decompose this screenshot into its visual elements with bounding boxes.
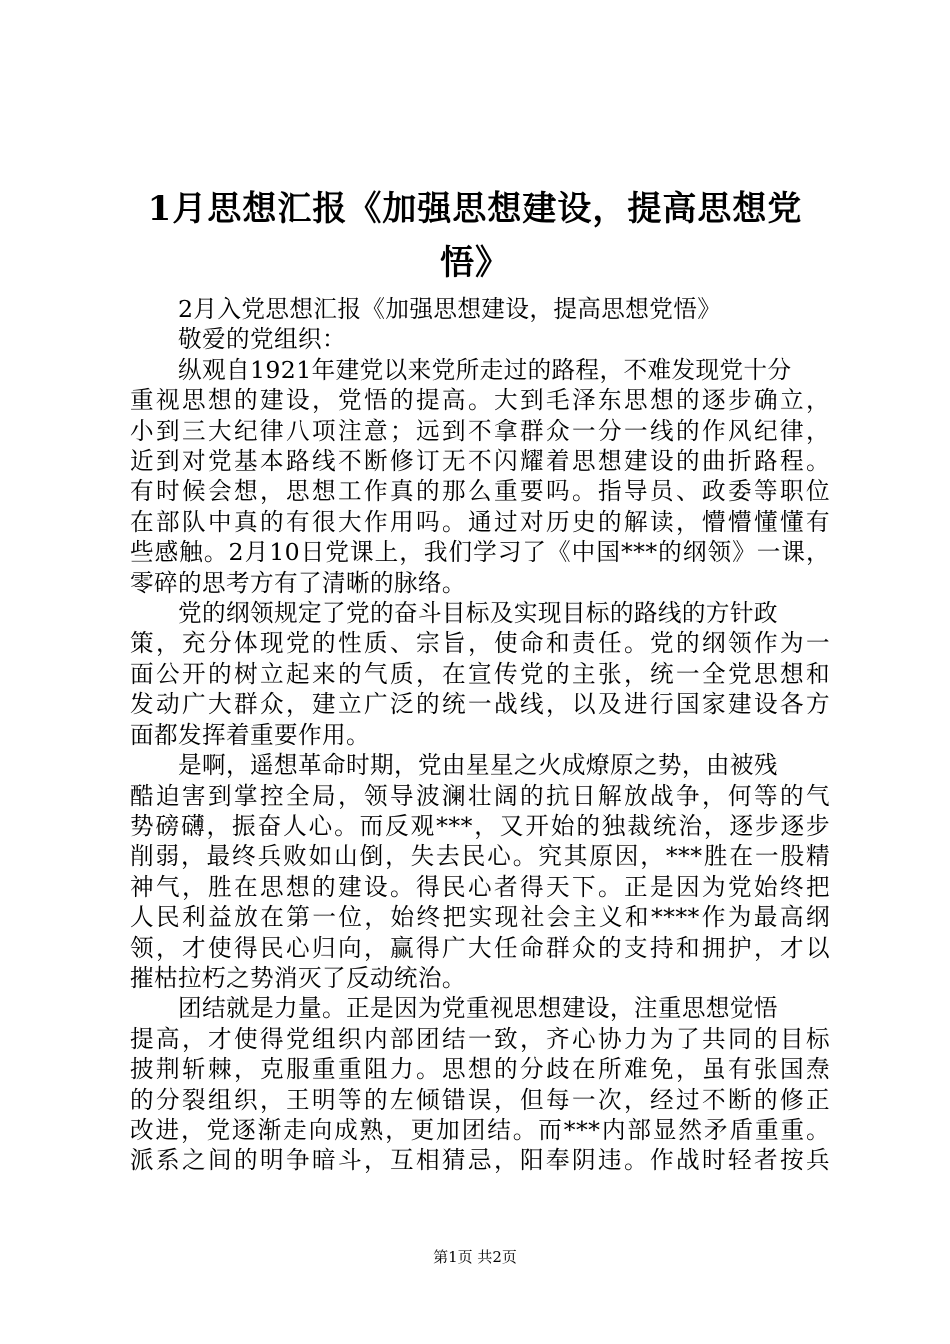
paragraph-line: 发动广大群众，建立广泛的统一战线，以及进行国家建设各方 [130, 690, 830, 719]
paragraph-line: 面公开的树立起来的气质，在宣传党的主张，统一全党思想和 [130, 659, 830, 688]
paragraph-line: 零碎的思考方有了清晰的脉络。 [130, 568, 466, 597]
paragraph-line: 纵观自1921年建党以来党所走过的路程，不难发现党十分 [178, 355, 792, 384]
paragraph-line: 面都发挥着重要作用。 [130, 720, 370, 749]
paragraph-line: 在部队中真的有很大作用吗。通过对历史的解读，懵懵懂懂有 [130, 507, 830, 536]
paragraph-line: 酷迫害到掌控全局，领导波澜壮阔的抗日解放战争，何等的气 [130, 781, 830, 810]
paragraph-line: 披荆斩棘，克服重重阻力。思想的分歧在所难免，虽有张国焘 [130, 1055, 830, 1084]
paragraph-line: 团结就是力量。正是因为党重视思想建设，注重思想觉悟 [178, 994, 778, 1023]
paragraph-line: 势磅礴，振奋人心。而反观***，又开始的独裁统治，逐步逐步 [130, 811, 830, 840]
paragraph-line: 提高，才使得党组织内部团结一致，齐心协力为了共同的目标 [130, 1024, 830, 1053]
paragraph-line: 小到三大纪律八项注意；远到不拿群众一分一线的作风纪律， [130, 416, 830, 445]
paragraph-line: 策，充分体现党的性质、宗旨，使命和责任。党的纲领作为一 [130, 629, 830, 658]
page-footer: 第1页 共2页 [433, 1248, 517, 1266]
paragraph-line: 摧枯拉朽之势消灭了反动统治。 [130, 963, 466, 992]
paragraph-line: 改进，党逐渐走向成熟，更加团结。而***内部显然矛盾重重。 [130, 1115, 830, 1144]
paragraph-line: 党的纲领规定了党的奋斗目标及实现目标的路线的方针政 [178, 599, 778, 628]
salutation-line: 敬爱的党组织： [178, 325, 346, 354]
paragraph-line: 人民利益放在第一位，始终把实现社会主义和****作为最高纲 [130, 903, 830, 932]
paragraph-line: 削弱，最终兵败如山倒，失去民心。究其原因，***胜在一股精 [130, 842, 830, 871]
paragraph-line: 神气，胜在思想的建设。得民心者得天下。正是因为党始终把 [130, 872, 830, 901]
paragraph-line: 近到对党基本路线不断修订无不闪耀着思想建设的曲折路程。 [130, 447, 830, 476]
document-body [130, 294, 830, 1176]
paragraph-line: 些感触。2月10日党课上，我们学习了《中国***的纲领》一课， [130, 538, 830, 567]
document-title: 1月思想汇报《加强思想建设，提高思想党悟》 [147, 189, 803, 283]
paragraph-line: 派系之间的明争暗斗，互相猜忌，阳奉阴违。作战时轻者按兵 [130, 1146, 830, 1175]
paragraph-line: 领，才使得民心归向，赢得广大任命群众的支持和拥护，才以 [130, 933, 830, 962]
subtitle-line: 2月入党思想汇报《加强思想建设，提高思想党悟》 [178, 295, 722, 323]
paragraph-line: 有时候会想，思想工作真的那么重要吗。指导员、政委等职位 [130, 477, 830, 506]
paragraph-line: 的分裂组织，王明等的左倾错误，但每一次，经过不断的修正 [130, 1085, 830, 1114]
paragraph-line: 是啊，遥想革命时期，党由星星之火成燎原之势，由被残 [178, 751, 778, 780]
paragraph-line: 重视思想的建设，党悟的提高。大到毛泽东思想的逐步确立， [130, 386, 830, 415]
